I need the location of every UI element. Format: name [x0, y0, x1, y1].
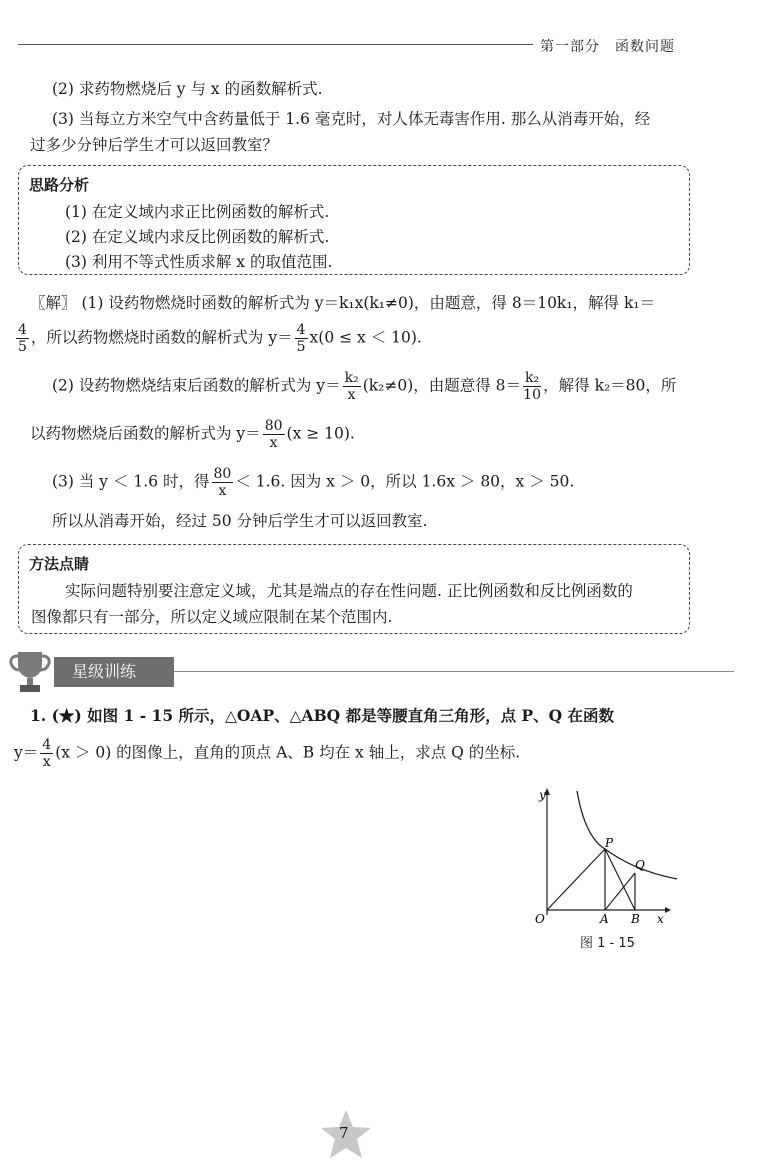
- label-O: O: [535, 912, 545, 925]
- training-problem-b: (x ＞ 0) 的图像上，直角的顶点 A、B 均在 x 轴上，求点 Q 的坐标.: [55, 743, 521, 762]
- solution-tag: 〖解〗: [30, 294, 77, 312]
- analysis-item-1: (1) 在定义域内求正比例函数的解析式.: [65, 203, 330, 221]
- label-P: P: [605, 836, 614, 850]
- training-eq-prefix: y＝: [14, 743, 39, 762]
- figure-1-15: [525, 785, 685, 925]
- solution-p1-line1: [30, 292, 655, 314]
- fraction-4-x: $\frac{4}{x}$: [42, 737, 52, 770]
- solution-p1-a: (1) 设药物燃烧时函数的解析式为 y＝k₁x(k₁≠0)，由题意，得 8＝10k₁，解得 k₁＝: [81, 294, 656, 312]
- solution-p3-a: (3) 当 y ＜ 1.6 时，得: [52, 472, 210, 491]
- solution-p2-line1: [52, 370, 676, 403]
- question-2: (2) 求药物燃烧后 y 与 x 的函数解析式.: [52, 80, 323, 98]
- fraction-k1-b: $\frac{4}{5}$: [296, 322, 306, 355]
- label-Q: Q: [635, 858, 645, 872]
- banner-rule: [174, 671, 734, 672]
- analysis-title: 思路分析: [29, 176, 90, 194]
- solution-p2-e: (x ≥ 10).: [286, 424, 355, 443]
- analysis-item-2: (2) 在定义域内求反比例函数的解析式.: [65, 228, 330, 246]
- fraction-80-x-ineq: $\frac{80}{x}$: [213, 466, 232, 499]
- fraction-80-x: $\frac{80}{x}$: [264, 418, 283, 451]
- training-problem-line2: [14, 737, 520, 770]
- solution-p2-c: ，解得 k₂＝80，所: [543, 376, 677, 395]
- solution-p2-a: (2) 设药物燃烧结束后函数的解析式为 y＝: [52, 376, 341, 395]
- fraction-k1: $\frac{4}{5}$: [18, 322, 27, 355]
- solution-conclusion: 所以从消毒开始，经过 50 分钟后学生才可以返回教室.: [52, 512, 428, 530]
- label-A: A: [600, 912, 609, 925]
- fraction-k2-10: $\frac{\text{k₂}}{10}$: [523, 370, 541, 403]
- solution-p3-line: [52, 466, 574, 499]
- solution-p2-line2: [30, 418, 355, 451]
- method-title: 方法点睛: [29, 555, 90, 573]
- label-x: x: [657, 912, 664, 925]
- page-number: 7: [339, 1124, 349, 1142]
- solution-p1-c: x(0 ≤ x ＜ 10).: [309, 328, 422, 347]
- training-problem-a: 1. (★) 如图 1 - 15 所示，△OAP、△ABQ 都是等腰直角三角形，点 P、Q 在函数: [30, 706, 615, 725]
- solution-p3-b: ＜ 1.6. 因为 x ＞ 0，所以 1.6x ＞ 80，x ＞ 50.: [235, 472, 575, 491]
- figure-caption: 图 1 - 15: [580, 936, 635, 951]
- method-line-2: 图像都只有一部分，所以定义域应限制在某个范围内.: [31, 608, 393, 626]
- question-3-line2: 过多少分钟后学生才可以返回教室？: [30, 136, 279, 154]
- training-problem-line1: [30, 705, 614, 727]
- hyperbola-curve: [577, 791, 677, 879]
- solution-p2-b: (k₂≠0)，由题意得 8＝: [362, 376, 522, 395]
- method-box: [18, 544, 690, 634]
- solution-p2-d: 以药物燃烧后函数的解析式为 y＝: [30, 424, 261, 443]
- header-title: 第一部分 函数问题: [540, 39, 675, 55]
- label-y: y: [539, 788, 546, 802]
- solution-p1-line2: [14, 322, 422, 355]
- analysis-item-3: (3) 利用不等式性质求解 x 的取值范围.: [65, 253, 333, 271]
- fraction-k2-x: $\frac{\text{k₂}}{x}$: [344, 370, 359, 403]
- analysis-box: [18, 165, 690, 275]
- training-banner: 星级训练: [54, 657, 174, 687]
- solution-p1-b: ，所以药物燃烧时函数的解析式为 y＝: [30, 328, 293, 347]
- header-rule: [18, 44, 533, 45]
- question-3-line1: (3) 当每立方米空气中含药量低于 1.6 毫克时，对人体无毒害作用. 那么从消毒开始，经: [52, 110, 651, 128]
- method-line-1: 实际问题特别要注意定义域，尤其是端点的存在性问题. 正比例函数和反比例函数的: [65, 582, 633, 600]
- trophy-icon: [8, 648, 52, 694]
- label-B: B: [631, 912, 640, 925]
